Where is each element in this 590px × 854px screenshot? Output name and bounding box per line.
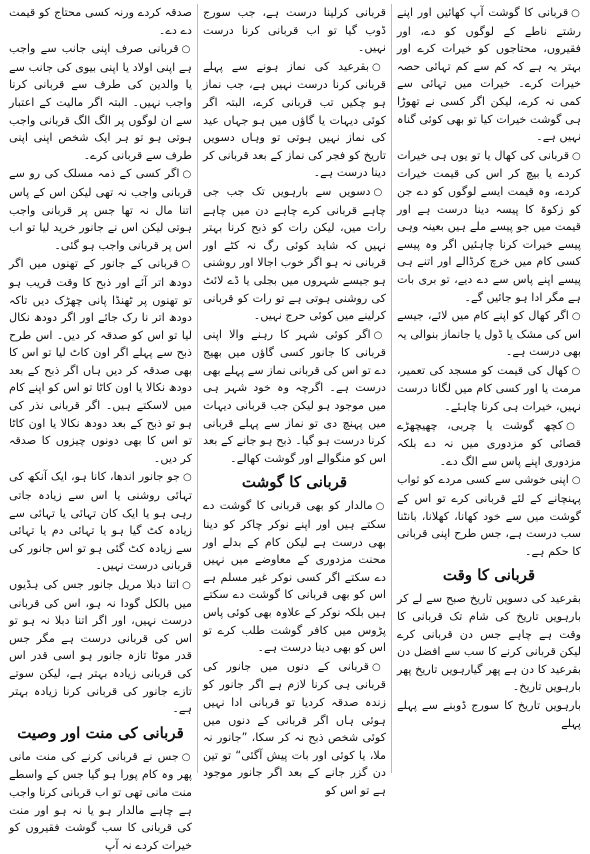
bullet-icon: ○ bbox=[373, 329, 387, 341]
paragraph-text: اتنا دبلا مریل جانور جس کی ہڈیوں میں بالکل گودا نہ ہو، اس کی قربانی درست نہیں، اور اگر اتنا دبلا نہ ہو تو اس کی قربانی درست ہے مگر جس قدر موٹا تازہ جانور ہو اسی قدر اس کی قربانی زیادہ بہتر ہے، لیکن سوتے تازے جانور کی قربانی کرنا زیادہ بہتر ہے۔ bbox=[9, 578, 192, 716]
bullet-icon: ○ bbox=[182, 169, 192, 181]
bullet-icon: ○ bbox=[572, 150, 581, 162]
paragraph-text: قربانی کرلینا درست ہے، جب سورج ڈوب گیا تو اب قربانی کرنا درست نہیں۔ bbox=[203, 6, 386, 55]
bullet-icon: ○ bbox=[181, 44, 192, 56]
bullet-icon: ○ bbox=[571, 475, 581, 487]
bullet-icon: ○ bbox=[571, 365, 581, 377]
paragraph-text: قربانی صرف اپنی جانب سے واجب ہے اپنی اولاد یا اپنی بیوی کی جانب سے یا والدین کی طرف سے قربانی کرنا واجب نہیں۔ البتہ اگر مالیت کے اعتبار سے ان لوگوں پر الگ الگ قربانی واجب ہوتی ہو تو ہر ایک شخص اپنی اپنی طرف سے قربانی کرے۔ bbox=[9, 42, 192, 162]
section-heading: قربانی کا گوشت bbox=[241, 473, 348, 492]
paragraph bbox=[9, 576, 192, 718]
paragraph bbox=[203, 326, 386, 468]
paragraph bbox=[203, 658, 386, 800]
paragraph-text: قربانی کے دنوں میں جانور کی قربانی ہی کرنا لازم ہے اگر جانور کو زندہ صدقہ کردیا تو قربانی ادا نہیں ہوئی ہاں اگر قربانی کے دنوں میں کوئی شخص ذبح نہ کر سکا، ”جانور نہ ملا، یا کوئی اور بات پیش آگئی“ تو تین دن گزر جانے کے بعد اگر جانور موجود ہے تو اس کو bbox=[203, 659, 386, 797]
paragraph bbox=[203, 183, 386, 325]
paragraph-text: بقرعید کی نماز ہونے سے پہلے قربانی کرنا درست نہیں ہے، جب نماز ہو چکیں تب قربانی کرے، البتہ اگر کوئی دیہات یا گاؤں میں ہو جہاں عید کی نماز نہیں ہوتی تو وہاں دسویں تاریخ کو فجر کی نماز کے بعد قربانی کر دینا درست ہے۔ bbox=[203, 59, 386, 180]
paragraph-text: بقرعید کی دسویں تاریخ صبح سے لے کر بارہویں تاریخ کی شام تک قربانی کا وقت ہے چاہے جس دن قربانی کرے لیکن قربانی کرنے کا سب سے افضل دن بقرعید کا دن ہے پھر گیارہویں تاریخ پھر بارہویں تاریخ۔ bbox=[397, 592, 581, 694]
bullet-icon: ○ bbox=[371, 61, 386, 73]
bullet-icon: ○ bbox=[571, 311, 582, 323]
paragraph bbox=[9, 40, 192, 164]
text-column-right bbox=[392, 4, 586, 773]
paragraph-text: کچھ گوشت یا چربی، چھیچھڑے قصائی کو مزدوری میں نہ دے بلکہ مزدوری اپنے پاس سے الگ دے۔ bbox=[397, 418, 581, 468]
paragraph-text: صدقہ کردے ورنہ کسی محتاج کو قیمت دے دے۔ bbox=[9, 6, 192, 37]
bullet-icon: ○ bbox=[375, 501, 386, 513]
paragraph-text: اگر کوئی شہر کا رہنے والا اپنی قربانی کا جانور کسی گاؤں میں بھیج دے تو اس کی قربانی نماز سے پہلے بھی درست ہے۔ اگرچہ وہ خود شہر ہی میں موجود ہو لیکن جب قربانی دیہات میں پہنچ دی تو نماز سے پہلے قربانی کرنا درست ہو گیا۔ ذبح ہو جانے کے بعد اس کو منگوالے اور گوشت کھالے۔ bbox=[203, 327, 386, 465]
paragraph-text: جس نے قربانی کرنے کی منت مانی پھر وہ کام پورا ہو گیا جس کے واسطے منت مانی تھی تو اب قربانی کرنا واجب ہے چاہے مالدار ہو یا نہ ہو اور منت کی قربانی کا سب گوشت فقیروں کو خیرات کردے نہ آپ bbox=[9, 749, 192, 852]
paragraph bbox=[203, 4, 386, 57]
paragraph bbox=[397, 471, 581, 560]
paragraph-text: بارہویں تاریخ کا سورج ڈوبنے سے پہلے پہلے bbox=[397, 698, 581, 730]
paragraph-text: اپنی خوشی سے کسی مردے کو ثواب پہنچانے کے لئے قربانی کرے تو اس کے گوشت میں سے خود کھانا، کھلانا، بانٹنا سب درست ہے، جس طرح اپنی قربانی کا حکم ہے۔ bbox=[397, 473, 581, 558]
paragraph bbox=[397, 4, 581, 146]
paragraph bbox=[397, 307, 581, 361]
paragraph bbox=[9, 165, 192, 254]
paragraph bbox=[9, 4, 192, 39]
paragraph bbox=[9, 468, 192, 575]
bullet-icon: ○ bbox=[181, 751, 192, 763]
bullet-icon: ○ bbox=[566, 420, 581, 432]
paragraph-text: اگر کھال کو اپنے کام میں لائے، جیسے اس کی مشک یا ڈول یا جانماز بنوالی یہ بھی درست ہے۔ bbox=[397, 309, 581, 359]
bullet-icon: ○ bbox=[181, 259, 192, 271]
paragraph bbox=[397, 147, 581, 306]
paragraph-text: قربانی کے جانور کے تھنوں میں اگر دودھ اتر آئے اور ذبح کا وقت قریب ہو تو تھنوں پر ٹھنڈا پانی چھڑک دیں تاکہ دودھ اتر نا رک جائے اور اگر دودھ نکال لیا تو اس کو صدقہ کر دیں۔ اس طرح ذبح سے پہلے اگر اون کاٹ لیا تو اس کا بھی صدقہ کر دیں ہاں اگر ذبح کے بعد دودھ نکالا یا اون کاٹا تو اس کو اپنے کام میں لاسکتے ہیں۔ اگر قربانی نذر کی ہو تو ذبح کے بعد دودھ نکالا یا اون کاٹا تو اس کا بھی دونوں چیزوں کا صدقہ کر دیں۔ bbox=[9, 257, 192, 465]
bullet-icon: ○ bbox=[373, 186, 386, 198]
bullet-icon: ○ bbox=[182, 580, 192, 591]
paragraph-text: مالدار کو بھی قربانی کا گوشت دے سکتے ہیں اور اپنے نوکر چاکر کو دینا بھی درست ہے لیکن کام کے بدلے اور محنت مزدوری کے معاوضے میں نہیں دے سکتے اگر کسی نوکر غیر مسلم ہے اس کو بھی قربانی کا گوشت دے سکتے ہیں بلکہ نوکر کے علاوہ بھی کوئی پاس پڑوس میں کافر گوشت طلب کرے تو اس کو بھی دینا درست ہے۔ bbox=[203, 499, 386, 655]
section-heading: قربانی کی منت اور وصیت bbox=[17, 723, 184, 742]
paragraph-text: قربانی کا گوشت آپ کھائیں اور اپنے رشتے ناطے کے لوگوں کو دے، اور فقیروں، محتاجوں کو خیرات کرے اور بہتر یہ ہے کہ کم سے کم تہائی حصہ خیرات کرے۔ خیرات میں تہائی سے کمی نہ کرے، لیکن اگر کسی نے تھوڑا ہی گوشت خیرات کیا تو بھی کوئی گناہ نہیں ہے۔ bbox=[397, 6, 581, 144]
bullet-icon: ○ bbox=[571, 8, 581, 19]
paragraph-text: دسویں سے بارہویں تک جب جی چاہے قربانی کرے چاہے دن میں چاہے رات میں، لیکن رات کو ذبح کرنا بہتر نہیں کہ شاید کوئی رگ نہ کٹے اور قربانی نہ ہو اگر خوب اجالا اور روشنی ہو جیسے شہروں میں بجلی یا ڈے لائٹ کی روشنی ہوتی ہے تو رات کو قربانی کرلینے میں کوئی حرج نہیں۔ bbox=[203, 184, 386, 323]
paragraph-text: قربانی کی کھال یا تو یوں ہی خیرات کردے یا بیچ کر اس کی قیمت خیرات کردے، وہ قیمت ایسے لوگوں کو دے جن کو زکوۃ کا پیسہ دینا درست ہے اور قیمت میں جو پیسے ملے ہیں بعینہ وہی پیسے خیرات کرنا چاہئیں اگر وہ پیسے کسی کام میں خرچ کرڈالے اور اتنے ہی پیسے اپنے پاس سے دے دیے، تو بری بات ہے مگر ادا ہو جائیں گے۔ bbox=[397, 148, 581, 304]
bullet-icon: ○ bbox=[371, 661, 386, 673]
paragraph bbox=[9, 255, 192, 467]
paragraph bbox=[397, 362, 581, 416]
bullet-icon: ○ bbox=[182, 472, 193, 484]
paragraph bbox=[9, 748, 192, 854]
text-column-middle bbox=[198, 4, 392, 797]
paragraph-text: جو جانور اندھا، کانا ہو، ایک آنکھ کی تہائی روشنی یا اس سے زیادہ جاتی رہی ہو یا ایک کان تہائی یا تہائی سے زیادہ کٹ گیا ہو یا تہائی دم یا تہائی سے زیادہ کٹ گئی ہو تو اس جانور کی قربانی درست نہیں۔ bbox=[9, 470, 192, 573]
paragraph-text: اگر کسی کے ذمہ مسلک کی رو سے قربانی واجب نہ تھی لیکن اس کے پاس اتنا مال نہ تھا جس پر قربانی واجب ہوتی لیکن اس نے جانور خرید لیا تو اب اس پر قربانی واجب ہو گئی۔ bbox=[9, 167, 192, 252]
paragraph bbox=[397, 417, 581, 471]
section-heading: قربانی کا وقت bbox=[442, 566, 536, 585]
paragraph bbox=[203, 58, 386, 182]
paragraph bbox=[397, 590, 581, 696]
text-column-left bbox=[4, 4, 198, 852]
paragraph-text: کھال کی قیمت کو مسجد کی تعمیر، مرمت یا اور کسی کام میں لگانا درست نہیں، خیرات ہی کرنا چاہئے۔ bbox=[397, 363, 581, 414]
paragraph bbox=[397, 697, 581, 732]
paragraph bbox=[203, 497, 386, 656]
